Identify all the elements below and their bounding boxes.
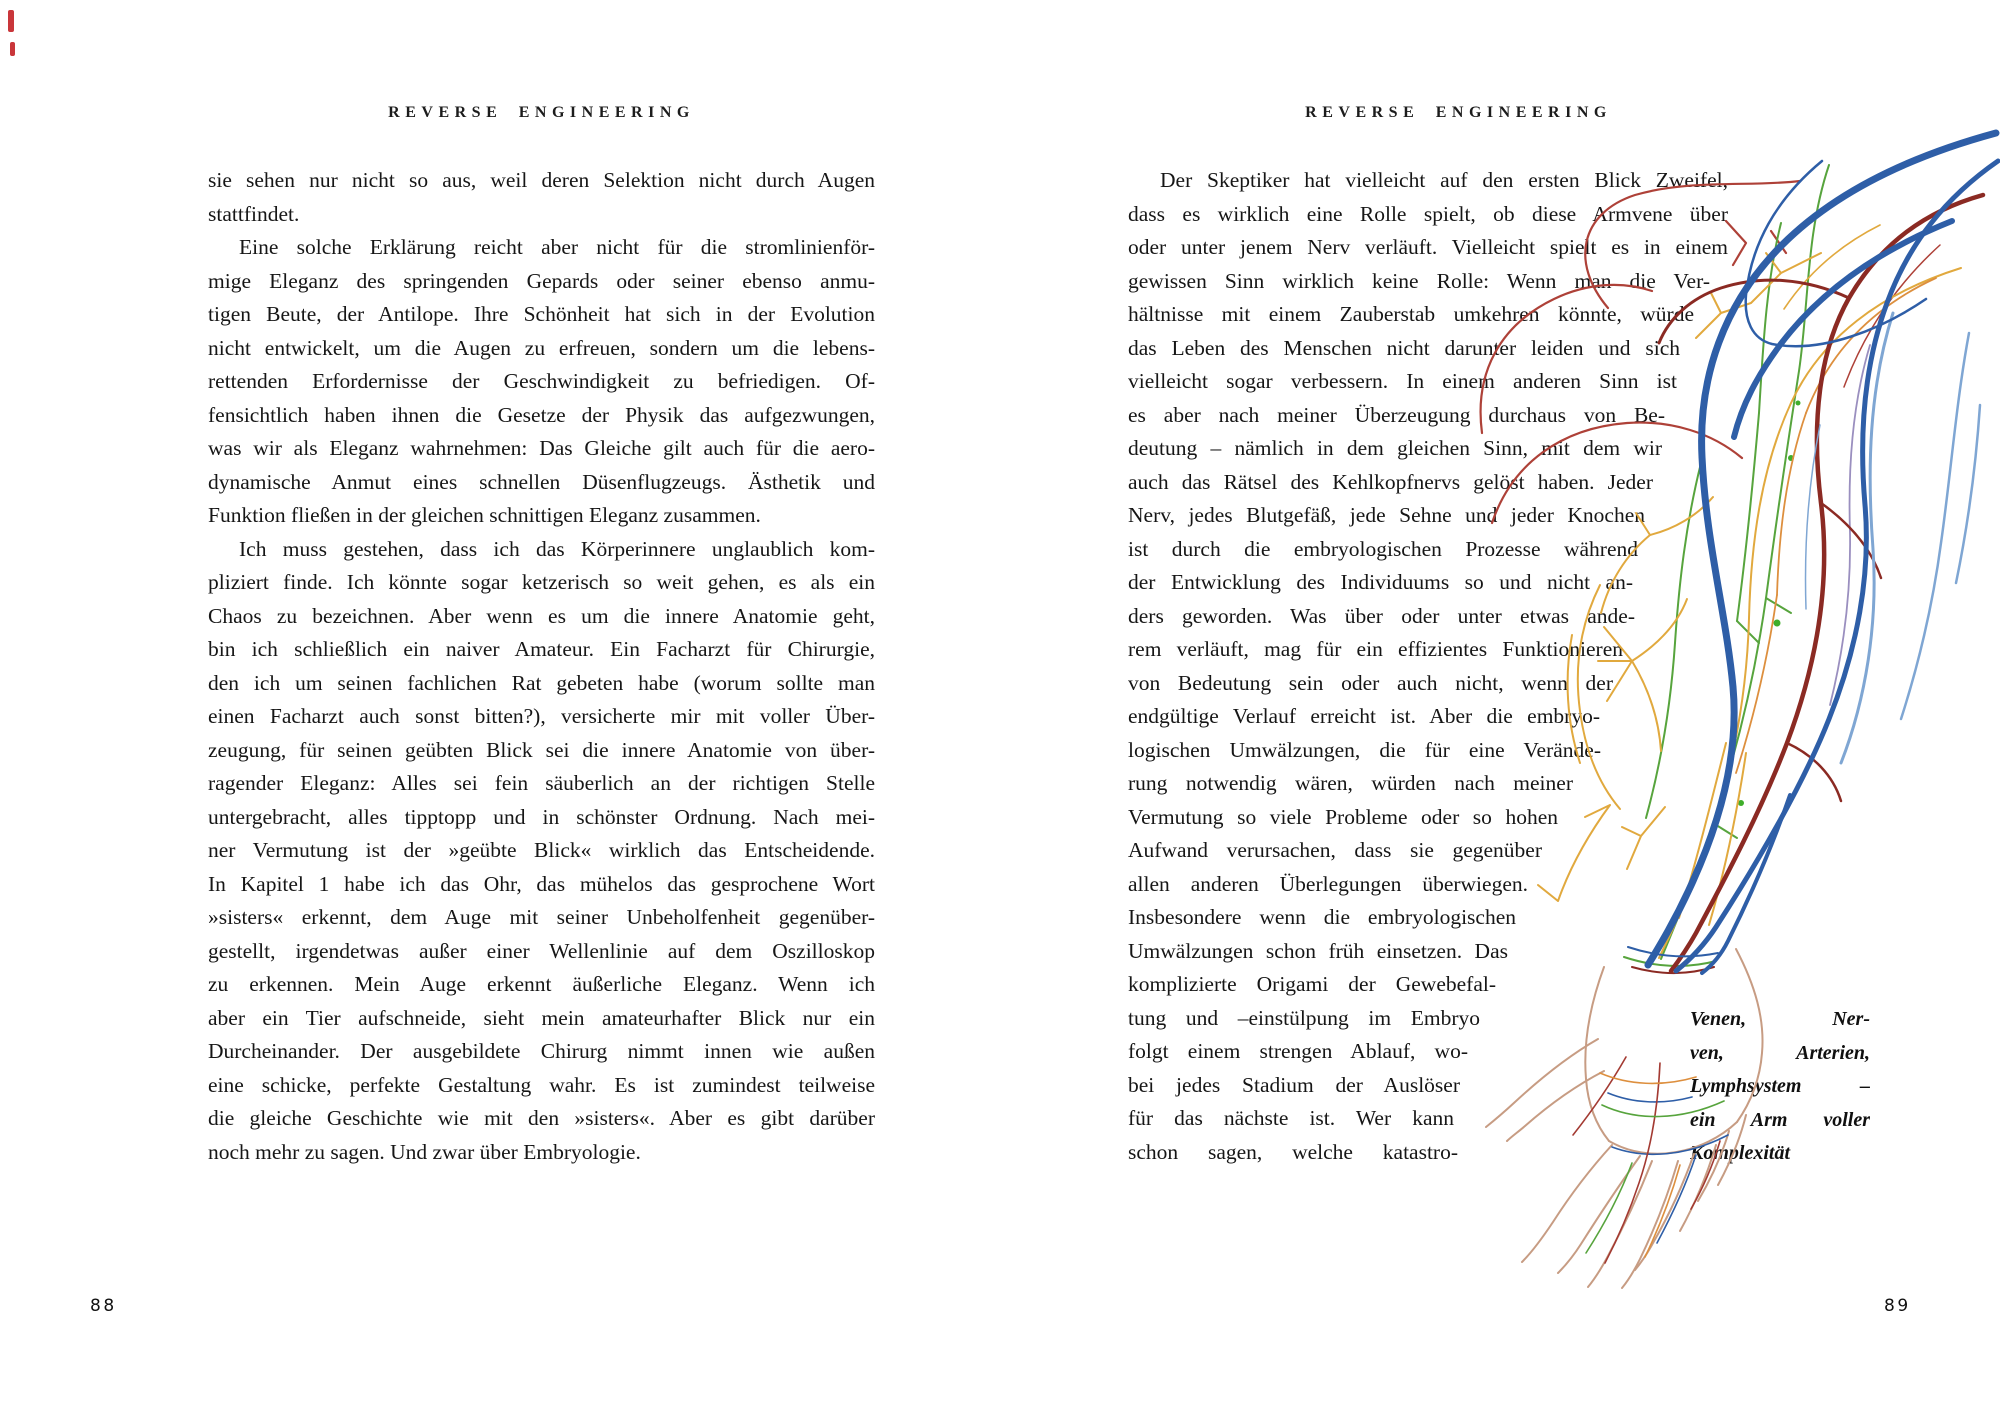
text-line: Ich muss gestehen, dass ich das Körperinnere unglaublich kom-: [239, 536, 875, 561]
text-line: der Entwicklung des Individuums so und nicht an-: [1128, 570, 1633, 594]
text-line: Eine solche Erklärung reicht aber nicht für die stromlinienför-: [239, 235, 875, 259]
text-line: rung notwendig wären, würden nach meiner: [1128, 771, 1573, 795]
text-line: oder unter jenem Nerv verläuft. Vielleicht spielt es in einem: [1128, 235, 1728, 259]
text-line: zu erkennen. Mein Auge erkennt äußerliche Eleganz. Wenn ich: [208, 972, 875, 996]
text-line: ven, Arterien,: [1690, 1041, 1870, 1064]
text-line: einen Facharzt auch sonst bitten?), versicherte mir mit voller Über-: [208, 704, 875, 728]
text-line: tung und –einstülpung im Embryo: [1128, 1005, 1480, 1030]
text-line: von Bedeutung sein oder auch nicht, wenn der: [1128, 670, 1613, 695]
running-head-left: REVERSE ENGINEERING: [388, 104, 695, 121]
text-line: sie sehen nur nicht so aus, weil deren Selektion nicht durch Augen: [208, 168, 875, 192]
text-line: komplizierte Origami der Gewebefal-: [1128, 972, 1496, 996]
text-line: es aber nach meiner Überzeugung durchaus von Be-: [1128, 402, 1665, 427]
nerves: [1538, 225, 1961, 958]
text-line: Nerv, jedes Blutgefäß, jede Sehne und jeder Knochen: [1128, 503, 1645, 527]
text-line: gestellt, irgendetwas außer einer Wellenlinie auf dem Oszilloskop: [208, 938, 875, 963]
scan-artifact: [8, 10, 14, 32]
text-line: dass es wirklich eine Rolle spielt, ob diese Armvene über: [1128, 201, 1728, 226]
text-line: nicht entwickelt, um die Augen zu erfreuen, sondern um die lebens-: [208, 335, 875, 360]
text-line: rem verläuft, mag für ein effizientes Funktionieren: [1128, 637, 1623, 661]
text-line: stattfindet.: [208, 201, 300, 226]
text-line: pliziert finde. Ich könnte sogar ketzerisch so weit gehen, es als ein: [208, 570, 875, 594]
text-line: den ich um seinen fachlichen Rat gebeten habe (worum sollte man: [208, 670, 875, 695]
text-line: folgt einem strengen Ablauf, wo-: [1128, 1039, 1468, 1063]
text-line: Funktion fließen in der gleichen schnittigen Eleganz zusammen.: [208, 503, 761, 527]
text-line: In Kapitel 1 habe ich das Ohr, das mühelos das gesprochene Wort: [208, 871, 875, 896]
hand-vessels: [1573, 1057, 1728, 1263]
text-line: aber ein Tier aufschneide, sieht mein amateurhafter Blick nur ein: [208, 1005, 875, 1030]
text-line: ist durch die embryologischen Prozesse während: [1128, 536, 1638, 561]
text-line: logischen Umwälzungen, die für eine Verände-: [1128, 737, 1601, 762]
text-line: für das nächste ist. Wer kann: [1128, 1106, 1454, 1130]
hand-outline: [1486, 949, 1763, 1288]
scan-artifact: [10, 42, 15, 56]
text-line: die gleiche Geschichte wie mit den »sisters«. Aber es gibt darüber: [208, 1106, 875, 1130]
text-line: vielleicht sogar verbessern. In einem anderen Sinn ist: [1128, 369, 1677, 393]
running-head-right: REVERSE ENGINEERING: [1305, 104, 1612, 121]
text-line: was wir als Eleganz wahrnehmen: Das Gleiche gilt auch für die aero-: [208, 436, 875, 460]
text-line: ein Arm voller: [1690, 1108, 1870, 1131]
text-line: gewissen Sinn wirklich keine Rolle: Wenn man die Ver-: [1128, 268, 1710, 293]
text-line: tigen Beute, der Antilope. Ihre Schönheit hat sich in der Evolution: [208, 302, 875, 326]
text-line: Aufwand verursachen, dass sie gegenüber: [1128, 838, 1542, 862]
text-line: auch das Rätsel des Kehlkopfnervs gelöst haben. Jeder: [1128, 469, 1653, 494]
text-line: ner Vermutung ist der »geübte Blick« wirklich das Entscheidende.: [208, 838, 875, 862]
text-line: ragender Eleganz: Alles sei fein säuberlich an der richtigen Stelle: [208, 771, 875, 795]
text-line: rettenden Erfordernisse der Geschwindigkeit zu befriedigen. Of-: [208, 369, 875, 393]
text-line: deutung – nämlich in dem gleichen Sinn, mit dem wir: [1128, 436, 1662, 460]
text-line: endgültige Verlauf erreicht ist. Aber die embryo-: [1128, 704, 1600, 728]
text-line: Insbesondere wenn die embryologischen: [1128, 905, 1516, 929]
text-line: mige Eleganz des springenden Gepards oder seiner ebenso anmu-: [208, 268, 875, 293]
text-line: dynamische Anmut eines schnellen Düsenflugzeugs. Ästhetik und: [208, 469, 875, 494]
text-line: allen anderen Überlegungen überwiegen.: [1128, 871, 1528, 896]
page-number-left: 88: [90, 1296, 117, 1316]
page-number-right: 89: [1884, 1296, 1911, 1316]
text-line: das Leben des Menschen nicht darunter leiden und sich: [1128, 335, 1680, 360]
arm-anatomy-illustration: [1180, 105, 2000, 1290]
text-line: Komplexität: [1690, 1142, 1790, 1164]
text-line: Lymphsystem –: [1690, 1075, 1870, 1097]
text-line: ders geworden. Was über oder unter etwas ande-: [1128, 603, 1635, 628]
text-line: Venen, Ner-: [1690, 1008, 1870, 1030]
text-line: untergebracht, alles tipptopp und in schönster Ordnung. Nach mei-: [208, 804, 875, 829]
text-line: bin ich schließlich ein naiver Amateur. Ein Facharzt für Chirurgie,: [208, 637, 875, 661]
text-line: Chaos zu bezeichnen. Aber wenn es um die innere Anatomie geht,: [208, 603, 875, 628]
text-line: noch mehr zu sagen. Und zwar über Embryologie.: [208, 1139, 641, 1164]
text-line: Durcheinander. Der ausgebildete Chirurg nimmt innen wie außen: [208, 1039, 875, 1063]
text-line: Vermutung so viele Probleme oder so hohen: [1128, 804, 1558, 829]
text-line: zeugung, für seinen geübten Blick sei die innere Anatomie von über-: [208, 737, 875, 762]
text-line: Der Skeptiker hat vielleicht auf den ersten Blick Zweifel,: [1160, 168, 1728, 192]
text-line: schon sagen, welche katastro-: [1128, 1139, 1458, 1164]
text-line: eine schicke, perfekte Gestaltung wahr. Es ist zumindest teilweise: [208, 1072, 875, 1097]
text-line: »sisters« erkennt, dem Auge mit seiner Unbeholfenheit gegenüber-: [208, 905, 875, 929]
text-line: Umwälzungen schon früh einsetzen. Das: [1128, 938, 1508, 963]
text-line: bei jedes Stadium der Auslöser: [1128, 1072, 1460, 1097]
left-page-text: [208, 164, 875, 1169]
text-line: fensichtlich haben ihnen die Gesetze der Physik das aufgezwungen,: [208, 402, 875, 427]
text-line: hältnisse mit einem Zauberstab umkehren könnte, würde: [1128, 302, 1694, 326]
